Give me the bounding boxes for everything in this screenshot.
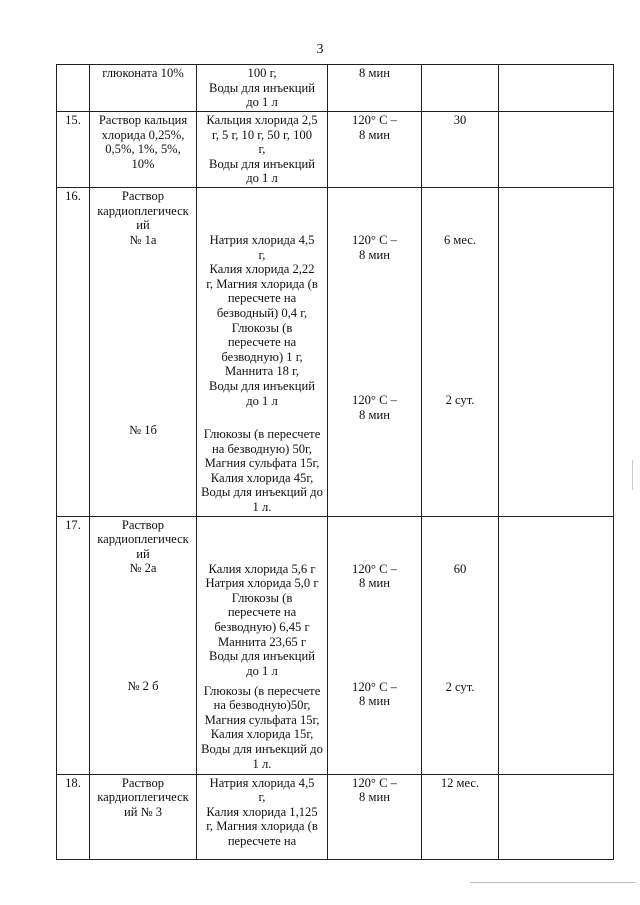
composition: 100 г, Воды для инъекций до 1 л	[197, 65, 328, 112]
row-number: 17.	[57, 516, 90, 774]
composition: Калия хлорида 5,6 г Натрия хлорида 5,0 г Глюкозы (в пересчете на безводную) 6,45 г Маннита 23,65 г Воды для инъекций до 1 л Глюкозы (в пересчете на безводную)50г, Магния сульфата 15г, Калия хлорида 15г, Воды для инъекций до 1 л.	[197, 516, 328, 774]
sterilization-mode: 120° С – 8 мин	[328, 112, 422, 188]
composition: Кальция хлорида 2,5 г, 5 г, 10 г, 50 г, 100 г, Воды для инъекций до 1 л	[197, 112, 328, 188]
variant-name: № 1а	[129, 232, 157, 247]
preparation-name: Раствор кардиоплегическ ий № 2а № 2 б	[90, 516, 197, 774]
table-row	[57, 187, 614, 516]
sterilization-mode: 120° С – 8 мин 120° С – 8 мин	[328, 516, 422, 774]
table-row	[57, 516, 614, 774]
shelf-life: 6 мес. 2 сут.	[422, 187, 499, 516]
scan-artifact-line	[470, 882, 635, 883]
preparation-name: глюконата 10%	[90, 65, 197, 112]
variant-name: № 2а	[129, 561, 157, 576]
shelf-life: 30	[422, 112, 499, 188]
shelf-life	[422, 65, 499, 112]
notes-cell	[499, 516, 614, 774]
notes-cell	[499, 65, 614, 112]
preparation-name: Раствор кальция хлорида 0,25%, 0,5%, 1%, 5%, 10%	[90, 112, 197, 188]
medicines-table	[56, 64, 614, 860]
variant-name: № 2 б	[127, 679, 159, 694]
notes-cell	[499, 112, 614, 188]
table-row	[57, 774, 614, 859]
page-number: 3	[316, 42, 324, 57]
table-row	[57, 112, 614, 188]
sterilization-mode: 120° С – 8 мин 120° С – 8 мин	[328, 187, 422, 516]
notes-cell	[499, 774, 614, 859]
sterilization-mode: 120° С – 8 мин	[328, 774, 422, 859]
row-number: 16.	[57, 187, 90, 516]
row-number: 15.	[57, 112, 90, 188]
shelf-life: 12 мес.	[422, 774, 499, 859]
row-number: 18.	[57, 774, 90, 859]
shelf-life: 60 2 сут.	[422, 516, 499, 774]
notes-cell	[499, 187, 614, 516]
sterilization-mode: 8 мин	[328, 65, 422, 112]
table-row	[57, 65, 614, 112]
preparation-name: Раствор кардиоплегическ ий № 3	[90, 774, 197, 859]
composition: Натрия хлорида 4,5 г, Калия хлорида 1,125 г, Магния хлорида (в пересчете на	[197, 774, 328, 859]
scan-artifact-line	[632, 460, 633, 490]
variant-name: № 1б	[129, 422, 157, 437]
composition: Натрия хлорида 4,5 г, Калия хлорида 2,22 г, Магния хлорида (в пересчете на безводный) 0,4 г, Глюкозы (в пересчете на безводную) 1 г, Маннита 18 г, Воды для инъекций до 1 л Глюкозы (в пересчете на безводную) 50г, Магния сульфата 15г, Калия хлорида 45г, Воды для инъекций до 1 л.	[197, 187, 328, 516]
row-number	[57, 65, 90, 112]
preparation-name: Раствор кардиоплегическ ий № 1а № 1б	[90, 187, 197, 516]
